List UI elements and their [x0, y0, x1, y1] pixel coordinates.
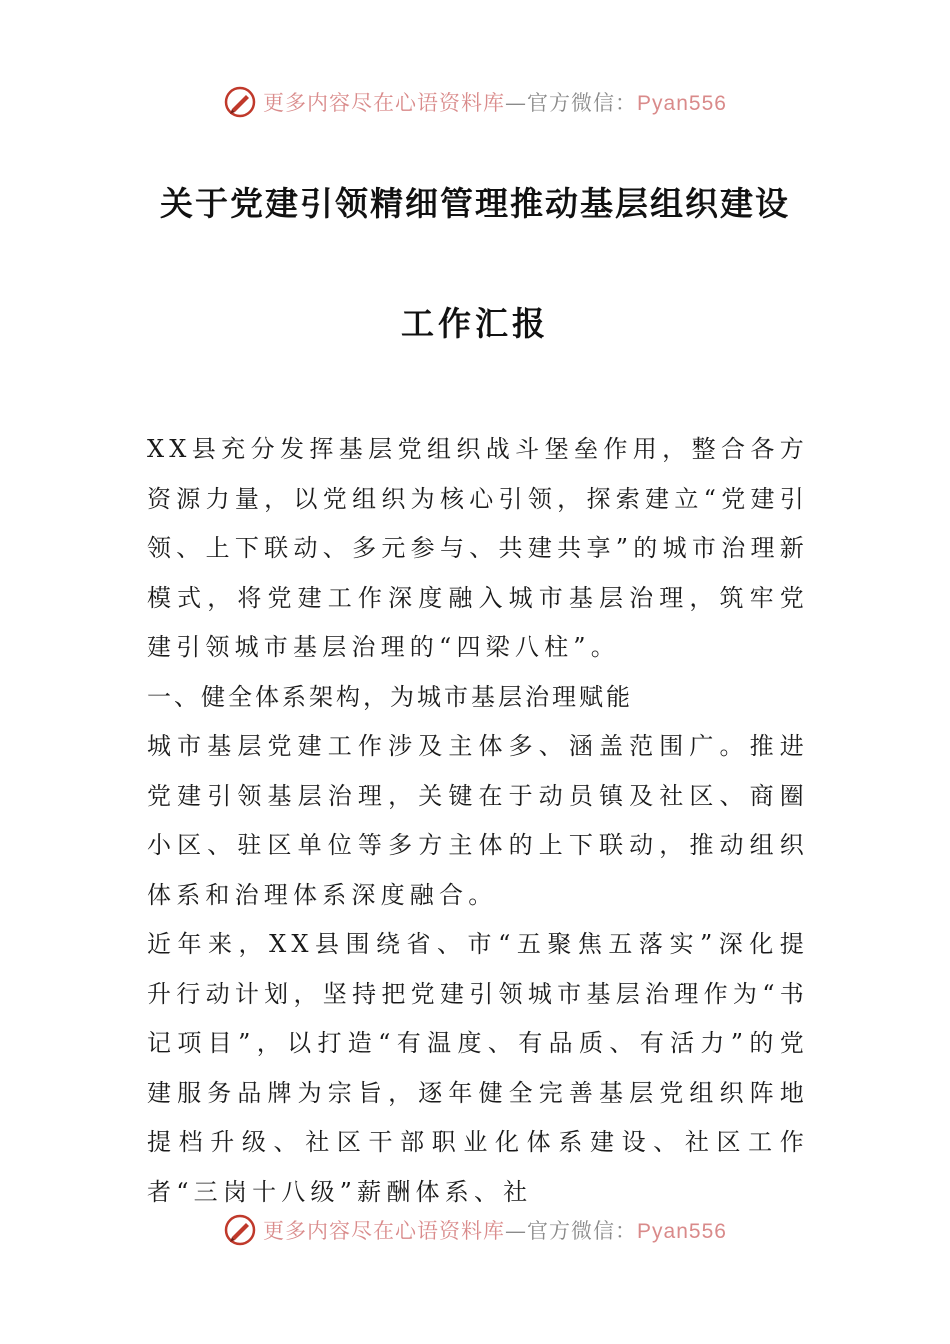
watermark-footer — [0, 1210, 950, 1250]
watermark-text — [263, 87, 727, 117]
document-title-line2: 工作汇报 — [401, 304, 549, 343]
document-body — [147, 425, 809, 1217]
watermark-separator: — — [505, 1219, 528, 1243]
watermark-official-label: 官方微信： — [527, 91, 638, 115]
watermark-wechat-id: Pyan556 — [637, 1220, 727, 1243]
pen-logo-icon — [223, 1213, 257, 1247]
paragraph-section1: 城市基层党建工作涉及主体多、涵盖范围广。推进党建引领基层治理，关键在于动员镇及社区、商圈小区、驻区单位等多方主体的上下联动，推动组织体系和治理体系深度融合。 — [147, 732, 809, 909]
watermark-site: 更多内容尽在心语资料库 — [263, 91, 506, 115]
watermark-official-label: 官方微信： — [527, 1219, 638, 1243]
section-heading-1: 一、健全体系架构，为城市基层治理赋能 — [147, 682, 633, 711]
paragraph-intro: XX县充分发挥基层党组织战斗堡垒作用，整合各方资源力量，以党组织为核心引领，探索建立“党建引领、上下联动、多元参与、共建共享”的城市治理新模式，将党建工作深度融入城市基层治理，筑牢党建引领城市基层治理的“四梁八柱”。 — [147, 435, 809, 661]
watermark-wechat-id: Pyan556 — [637, 92, 727, 115]
document-title-line1: 关于党建引领精细管理推动基层组织建设 — [160, 184, 790, 223]
watermark-header — [0, 82, 950, 122]
watermark-separator: — — [505, 91, 528, 115]
watermark-site: 更多内容尽在心语资料库 — [263, 1219, 506, 1243]
pen-logo-icon — [223, 85, 257, 119]
watermark-text — [263, 1215, 727, 1245]
paragraph-recent-years: 近年来，XX县围绕省、市“五聚焦五落实”深化提升行动计划，坚持把党建引领城市基层治理作为“书记项目”，以打造“有温度、有品质、有活力”的党建服务品牌为宗旨，逐年健全完善基层党组织阵地提档升级、社区干部职业化体系建设、社区工作者“三岗十八级”薪酬体系、社 — [147, 930, 809, 1206]
